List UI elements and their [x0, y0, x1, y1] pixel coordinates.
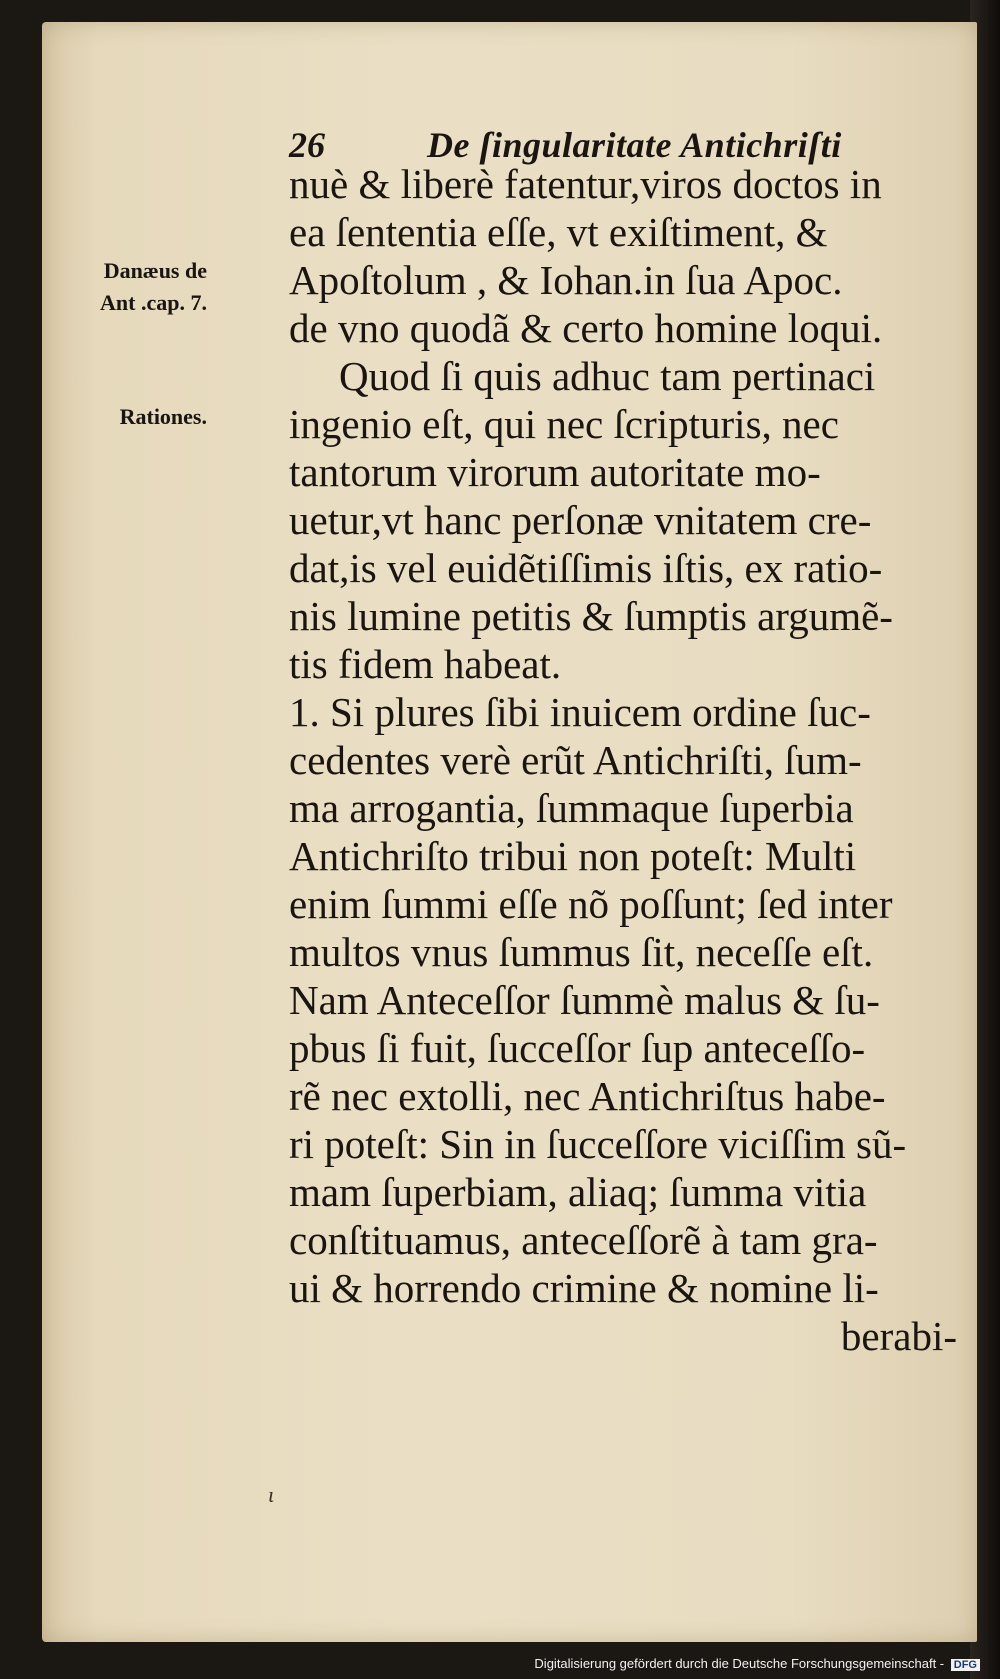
text-line: conſtituamus, anteceſſorẽ à tam gra-	[289, 1217, 878, 1263]
text-line: ea ſententia eſſe, vt exiſtiment, &	[289, 209, 828, 255]
footer-text: Digitalisierung gefördert durch die Deutsche Forschungsgemeinschaft -	[534, 1656, 945, 1671]
ink-speck: ɩ	[268, 1482, 275, 1507]
margin-note: Ant .cap. 7.	[100, 290, 207, 315]
digitization-footer	[534, 1656, 980, 1671]
text-line: nis lumine petitis & ſumptis argumẽ-	[289, 593, 893, 639]
catchword: berabi-	[840, 1313, 957, 1359]
text-line: nuè & liberè fatentur,viros doctos in	[289, 161, 882, 207]
text-line: ma arrogantia, ſummaque ſuperbia	[289, 785, 854, 831]
text-line: tis fidem habeat.	[289, 641, 562, 687]
text-line: de vno quodã & certo homine loqui.	[289, 305, 883, 351]
text-line: Nam Anteceſſor ſummè malus & ſu-	[289, 977, 880, 1023]
text-line: ingenio eſt, qui nec ſcripturis, nec	[289, 401, 839, 447]
book-page	[42, 22, 977, 1642]
text-line: Antichriſto tribui non poteſt: Multi	[289, 833, 857, 879]
text-line: 1. Si plures ſibi inuicem ordine ſuc-	[289, 689, 871, 735]
text-line: Apoſtolum , & Iohan.in ſua Apoc.	[289, 257, 843, 303]
text-line: multos vnus ſummus ſit, neceſſe eſt.	[289, 929, 874, 975]
text-line: tantorum virorum autoritate mo-	[289, 449, 821, 495]
text-line: pbus ſi fuit, ſucceſſor ſup anteceſſo-	[289, 1025, 866, 1071]
page-number: 26	[289, 125, 325, 165]
text-line: Quod ſi quis adhuc tam pertinaci	[339, 353, 876, 399]
running-head-title: De ſingularitate Antichriſti	[427, 125, 842, 165]
text-line: rẽ nec extolli, nec Antichriſtus habe-	[289, 1073, 886, 1119]
text-line: dat,is vel euidẽtiſſimis iſtis, ex ratio-	[289, 545, 883, 591]
margin-note: Danæus de	[103, 258, 207, 283]
text-line: mam ſuperbiam, aliaq; ſumma vitia	[289, 1169, 867, 1215]
text-line: ri poteſt: Sin in ſucceſſore viciſſim sũ-	[289, 1121, 907, 1167]
margin-note: Rationes.	[119, 404, 207, 429]
text-line: enim ſummi eſſe nõ poſſunt; ſed inter	[289, 881, 893, 927]
dfg-logo: DFG	[951, 1659, 980, 1671]
text-line: uetur,vt hanc perſonæ vnitatem cre-	[289, 497, 872, 543]
text-line: ui & horrendo crimine & nomine li-	[289, 1265, 879, 1311]
text-line: cedentes verè erũt Antichriſti, ſum-	[289, 737, 862, 783]
